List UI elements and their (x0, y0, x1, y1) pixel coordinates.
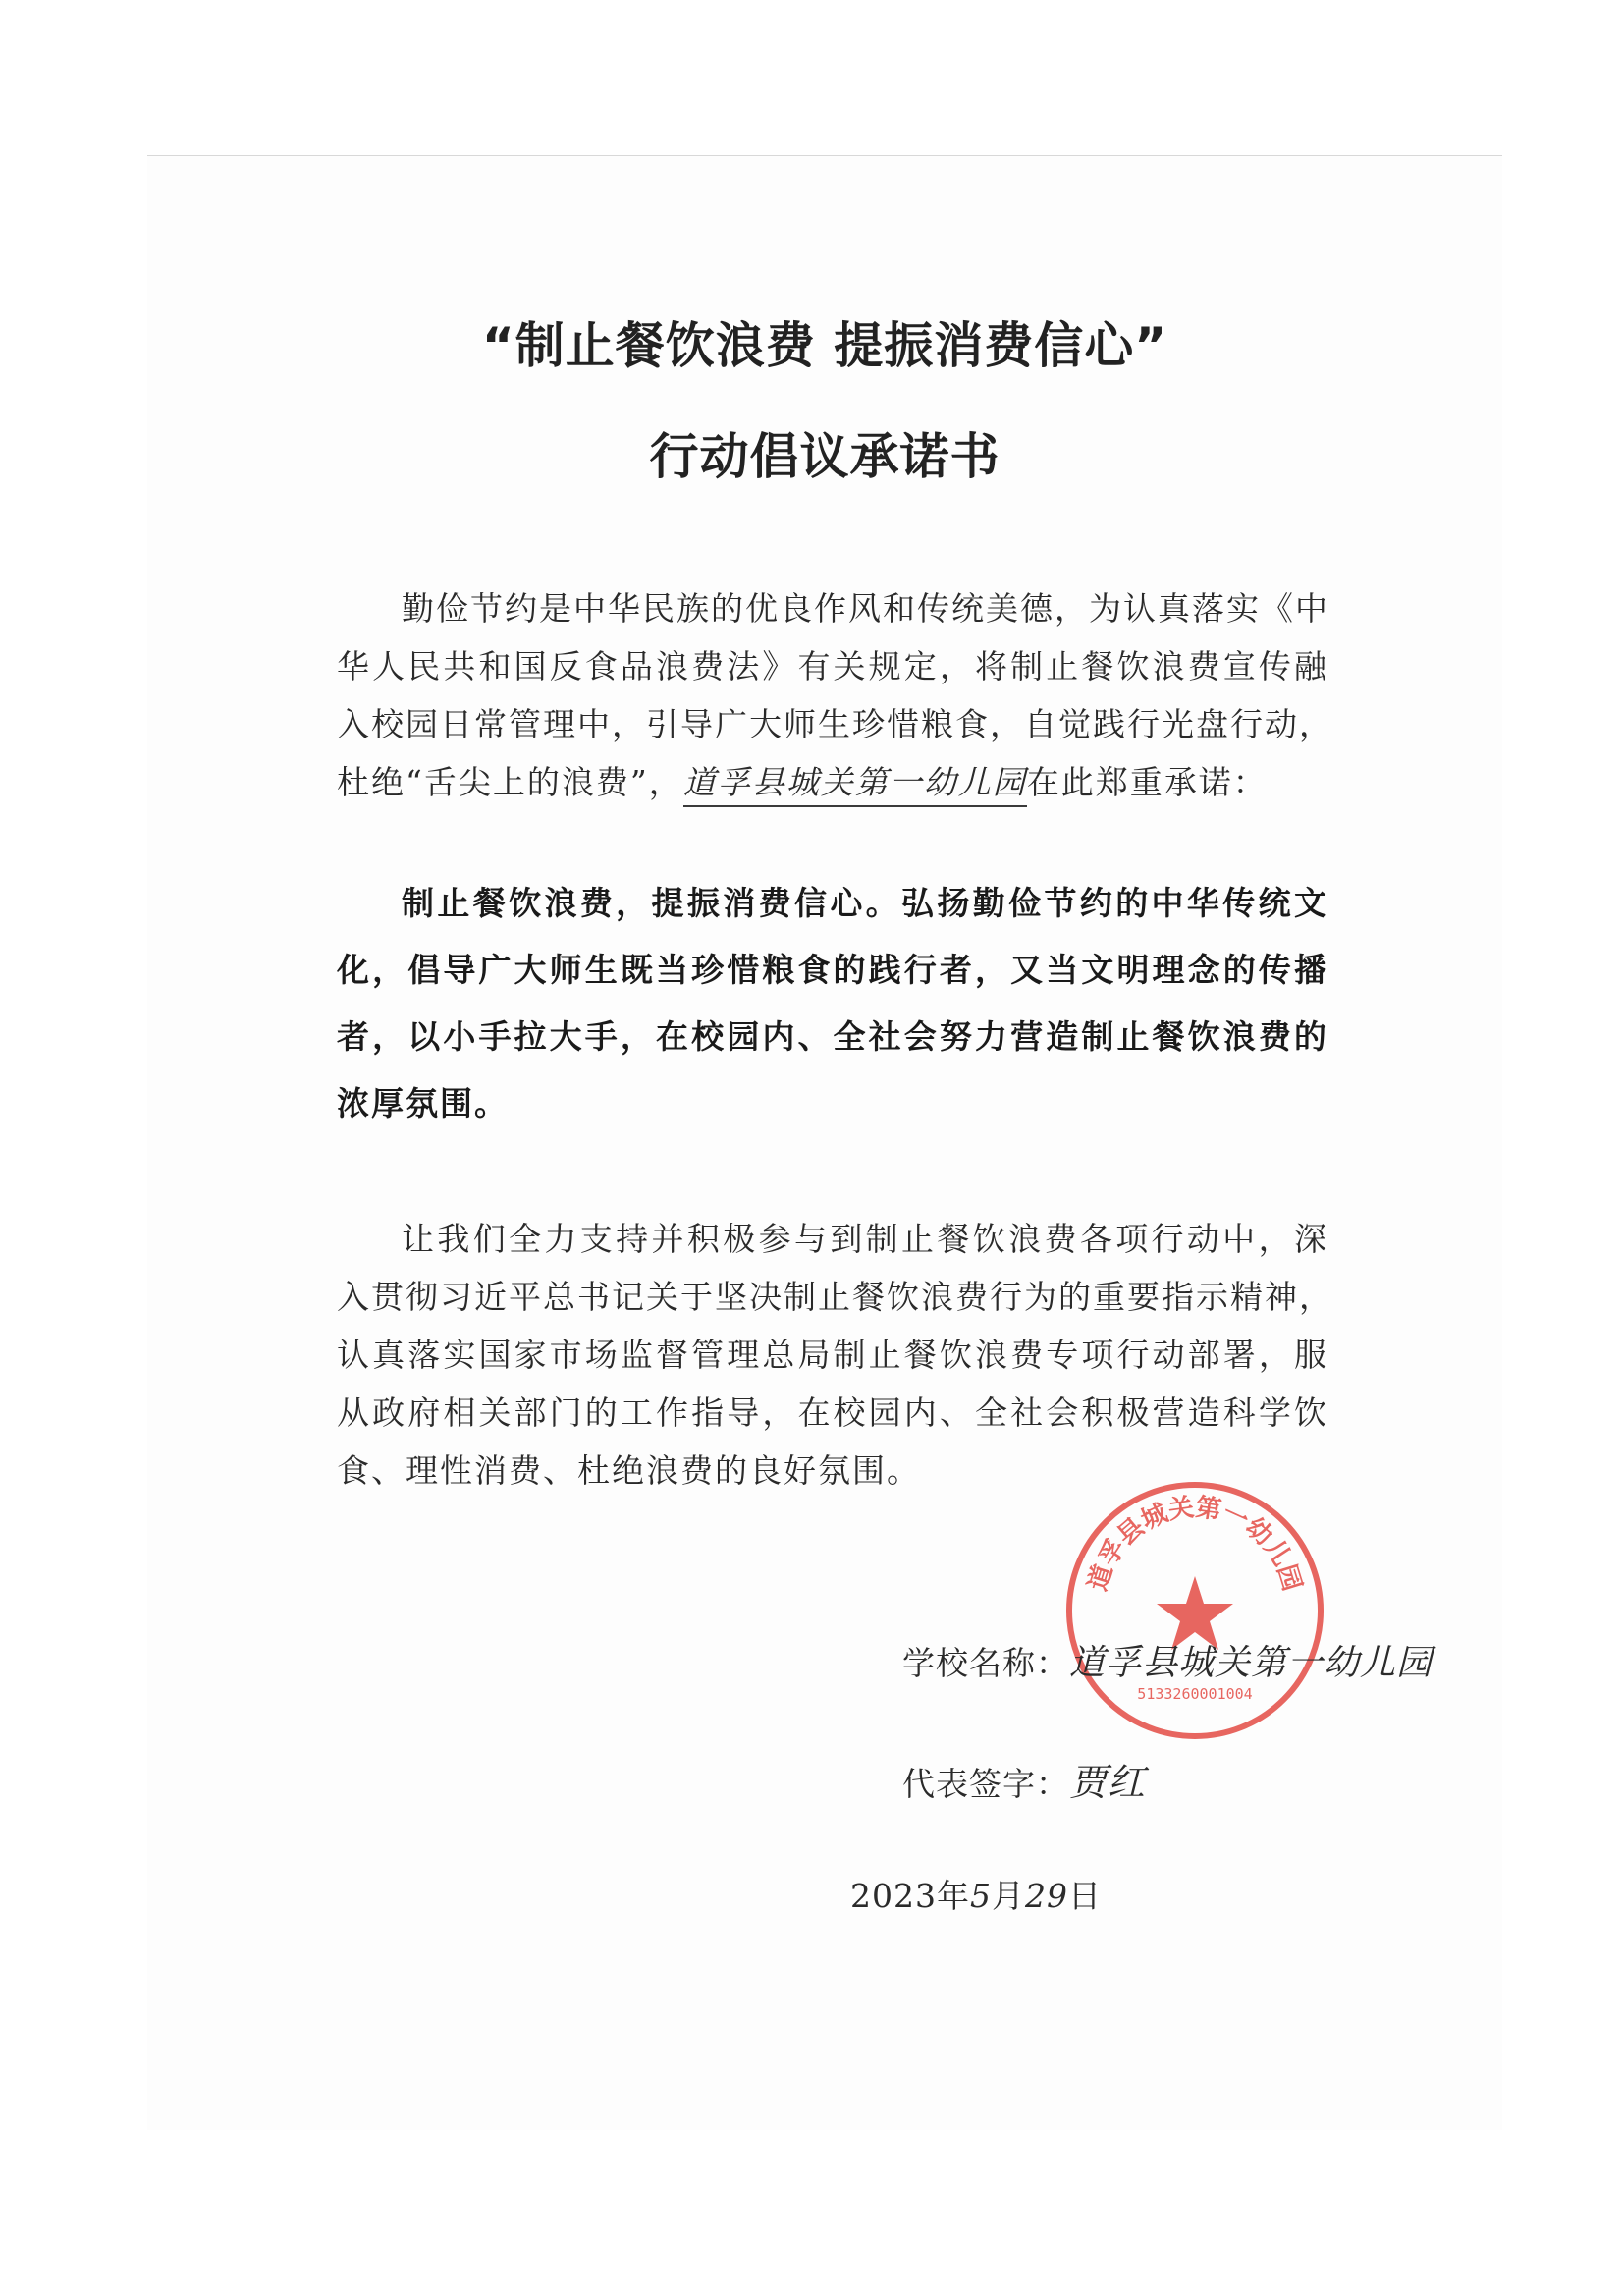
seal-code: 5133260001004 (1137, 1685, 1253, 1703)
paragraph-line: 入贯彻习近平总书记关于坚决制止餐饮浪费行为的重要指示精神， (337, 1278, 1333, 1316)
paragraph-line: 浓厚氛围。 (337, 1084, 509, 1122)
paragraph-line: 认真落实国家市场监督管理总局制止餐饮浪费专项行动部署，服 (337, 1336, 1328, 1374)
representative-signature-line (902, 1752, 1146, 1806)
date-year-suffix: 年 (936, 1877, 970, 1915)
paragraph-commitment (337, 870, 1328, 1137)
document-subtitle: 行动倡议承诺书 (649, 428, 1001, 485)
official-seal-icon (1062, 1478, 1327, 1743)
seal-text: 道孚县城关第一幼儿园 (1083, 1493, 1307, 1595)
paragraph-line (337, 753, 1328, 811)
paragraph-line: 让我们全力支持并积极参与到制止餐饮浪费各项行动中，深 (402, 1220, 1328, 1258)
date-year: 2023 (850, 1877, 937, 1915)
school-name-label: 学校名称： (902, 1644, 1069, 1682)
date-day-suffix: 日 (1067, 1877, 1102, 1915)
paragraph-intro (337, 579, 1333, 811)
paragraph-line: 勤俭节约是中华民族的优良作风和传统美德，为认真落实《中 (402, 589, 1329, 628)
representative-label: 代表签字： (902, 1765, 1069, 1803)
date-month-suffix: 月 (991, 1877, 1025, 1915)
paragraph-line: 从政府相关部门的工作指导，在校园内、全社会积极营造科学饮 (337, 1394, 1328, 1432)
paragraph-line: 化，倡导广大师生既当珍惜粮食的践行者，又当文明理念的传播 (337, 951, 1328, 989)
paragraph-line: 食、理性消费、杜绝浪费的良好氛围。 (337, 1451, 921, 1490)
text-segment: 在此郑重承诺： (1026, 763, 1268, 801)
document-title: “制止餐饮浪费 提振消费信心” (481, 317, 1168, 374)
paragraph-line: 者，以小手拉大手，在校园内、全社会努力营造制止餐饮浪费的 (337, 1017, 1328, 1056)
paragraph-line: 制止餐饮浪费，提振消费信心。弘扬勤俭节约的中华传统文 (402, 884, 1328, 922)
handwritten-school-name: 道孚县城关第一幼儿园 (683, 760, 1027, 807)
handwritten-day: 29 (1024, 1877, 1068, 1915)
handwritten-month: 5 (969, 1877, 992, 1915)
paragraph-line: 华人民共和国反食品浪费法》有关规定，将制止餐饮浪费宣传融 (337, 647, 1328, 685)
handwritten-signature: 贾红 (1069, 1761, 1147, 1804)
paragraph-line: 入校园日常管理中，引导广大师生珍惜粮食，自觉践行光盘行动， (337, 705, 1333, 743)
date-line (850, 1871, 1102, 1917)
paragraph-action (337, 1210, 1333, 1500)
school-name-line (902, 1635, 1433, 1685)
text-segment: 杜绝“舌尖上的浪费”， (337, 763, 683, 801)
handwritten-school-name: 道孚县城关第一幼儿园 (1069, 1643, 1434, 1683)
